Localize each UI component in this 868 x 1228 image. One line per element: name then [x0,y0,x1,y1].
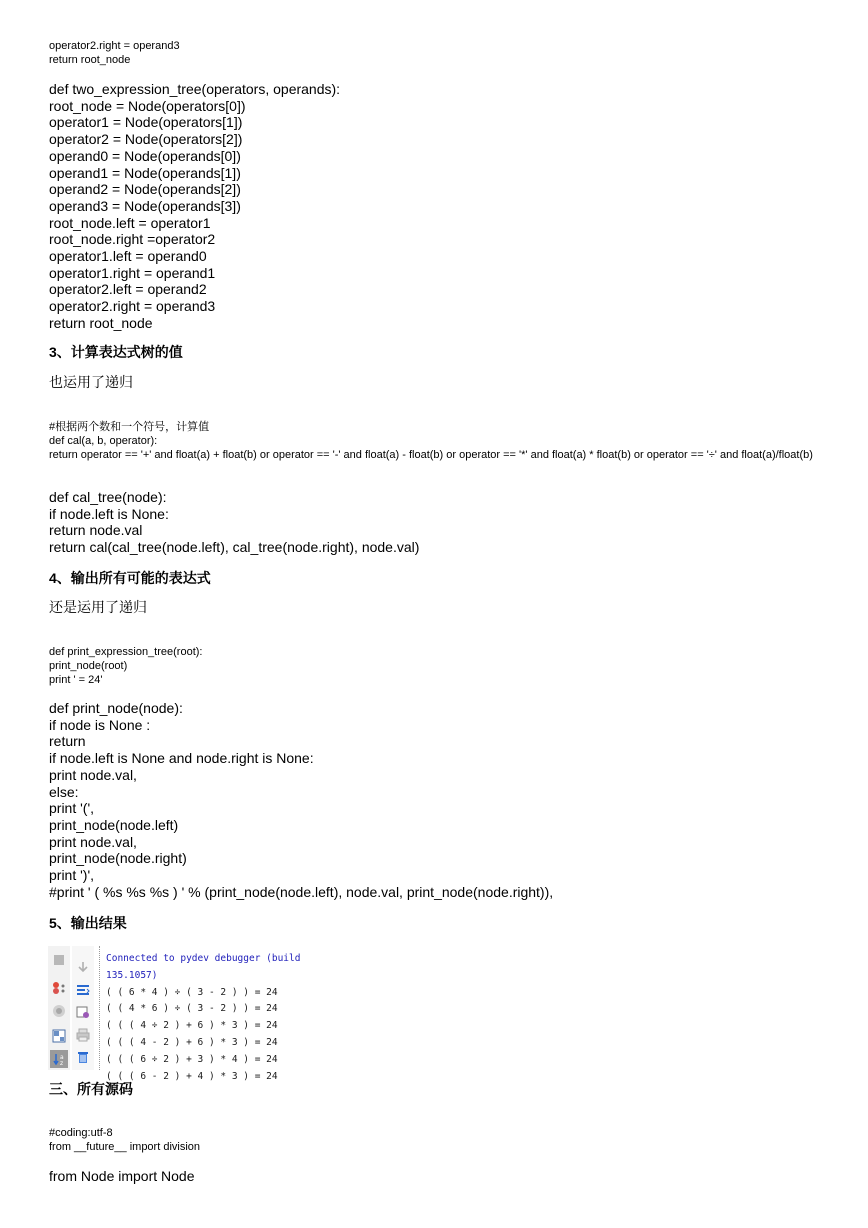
code-line: #coding:utf-8 [49,1127,113,1139]
section-heading-5: 5、输出结果 [49,915,127,931]
code-line: operand1 = Node(operands[1]) [49,164,241,181]
code-line: print_node(root) [49,660,128,672]
code-line: operand2 = Node(operands[2]) [49,181,241,198]
clear-all-icon[interactable] [75,1049,91,1065]
code-line: #print ' ( %s %s %s ) ' % (print_node(node.left), node.val, print_node(node.right)), [49,883,554,900]
code-line: operator1 = Node(operators[1]) [49,114,243,131]
code-block-print-node [49,700,553,900]
code-line: operator2.left = operand2 [49,281,207,298]
code-line: operator1.right = operand1 [49,264,216,281]
code-line: return cal(cal_tree(node.left), cal_tree(node.right), node.val) [49,539,420,556]
section-heading-3: 3、计算表达式树的值 [49,344,183,360]
code-line: print ')', [49,867,95,884]
code-block-cal-tree [49,489,419,556]
code-line: if node.left is None and node.right is None: [49,750,314,767]
svg-text:z: z [60,1060,64,1066]
code-line: def print_node(node): [49,700,183,716]
code-line: operand0 = Node(operands[0]) [49,147,241,164]
code-line: def cal(a, b, operator): [49,435,158,447]
console-output [106,951,348,1085]
layout-icon[interactable] [51,1028,67,1044]
code-line: return operator == '+' and float(a) + float(b) or operator == '-' and float(a) - float(b) or operator == '*' and float(a) * float(b) or operator == '÷' and float(a)/float(b) [49,449,813,461]
code-line: from __future__ import division [49,1141,201,1153]
mute-breakpoints-icon[interactable] [51,1003,67,1019]
code-line: operator1.left = operand0 [49,248,207,265]
code-block-cal [49,420,813,462]
code-line: root_node.right =operator2 [49,231,216,248]
code-line: print ' = 24' [49,674,103,686]
section-heading-4: 4、输出所有可能的表达式 [49,570,211,586]
code-line: return root_node [49,54,131,66]
code-block-node-import [49,1168,195,1185]
code-line: print_node(node.right) [49,850,187,867]
print-icon[interactable] [75,1027,91,1043]
console-line: ( ( ( 6 ÷ 2 ) + 3 ) * 4 ) = 24 [106,1053,278,1065]
code-line: operator2.right = operand3 [49,40,180,52]
code-line: if node is None : [49,716,151,733]
debug-console-screenshot [48,946,348,1082]
code-line: operator2 = Node(operators[2]) [49,131,243,148]
settings-icon[interactable] [75,1004,91,1020]
code-line: return [49,733,86,750]
code-line: def print_expression_tree(root): [49,646,203,658]
code-block-tail [49,39,180,67]
code-line: print node.val, [49,833,137,850]
code-line: from Node import Node [49,1168,195,1184]
code-line: print node.val, [49,766,137,783]
threads-icon[interactable] [51,980,67,996]
console-line: ( ( ( 4 - 2 ) + 6 ) * 3 ) = 24 [106,1036,278,1048]
code-line: operand3 = Node(operands[3]) [49,197,241,214]
section-heading-source: 三、所有源码 [49,1081,133,1097]
code-block-imports [49,1126,200,1154]
console-line: ( ( 6 * 4 ) ÷ ( 3 - 2 ) ) = 24 [106,986,278,998]
console-line: ( ( ( 4 ÷ 2 ) + 6 ) * 3 ) = 24 [106,1020,278,1032]
soft-wrap-icon[interactable] [75,982,91,998]
console-line: ( ( ( 6 - 2 ) + 4 ) * 3 ) = 24 [106,1070,278,1082]
section-paragraph-4: 还是运用了递归 [49,599,147,615]
code-line: def two_expression_tree(operators, operands): [49,81,341,97]
code-line: print '(', [49,800,95,817]
svg-text:a: a [60,1054,64,1061]
toolbar-separator [99,946,100,1070]
code-line: #根据两个数和一个符号，计算值 [49,421,210,433]
console-line: Connected to pydev debugger (build 135.1057) [106,953,301,981]
code-block-print-expression-tree [49,645,202,687]
sort-icon[interactable] [50,1050,68,1068]
code-line: print_node(node.left) [49,816,179,833]
code-line: root_node = Node(operators[0]) [49,97,246,114]
code-line: return root_node [49,314,153,331]
code-line: def cal_tree(node): [49,489,167,505]
code-line: else: [49,783,79,800]
code-line: root_node.left = operator1 [49,214,211,231]
code-line: if node.left is None: [49,505,169,522]
stop-icon[interactable] [51,952,67,968]
console-line: ( ( 4 * 6 ) ÷ ( 3 - 2 ) ) = 24 [106,1003,278,1015]
section-paragraph-3: 也运用了递归 [49,374,133,390]
code-line: operator2.right = operand3 [49,298,216,315]
code-line: return node.val [49,522,143,539]
scroll-down-icon[interactable] [75,959,91,975]
code-block-two-expression-tree [49,81,340,332]
